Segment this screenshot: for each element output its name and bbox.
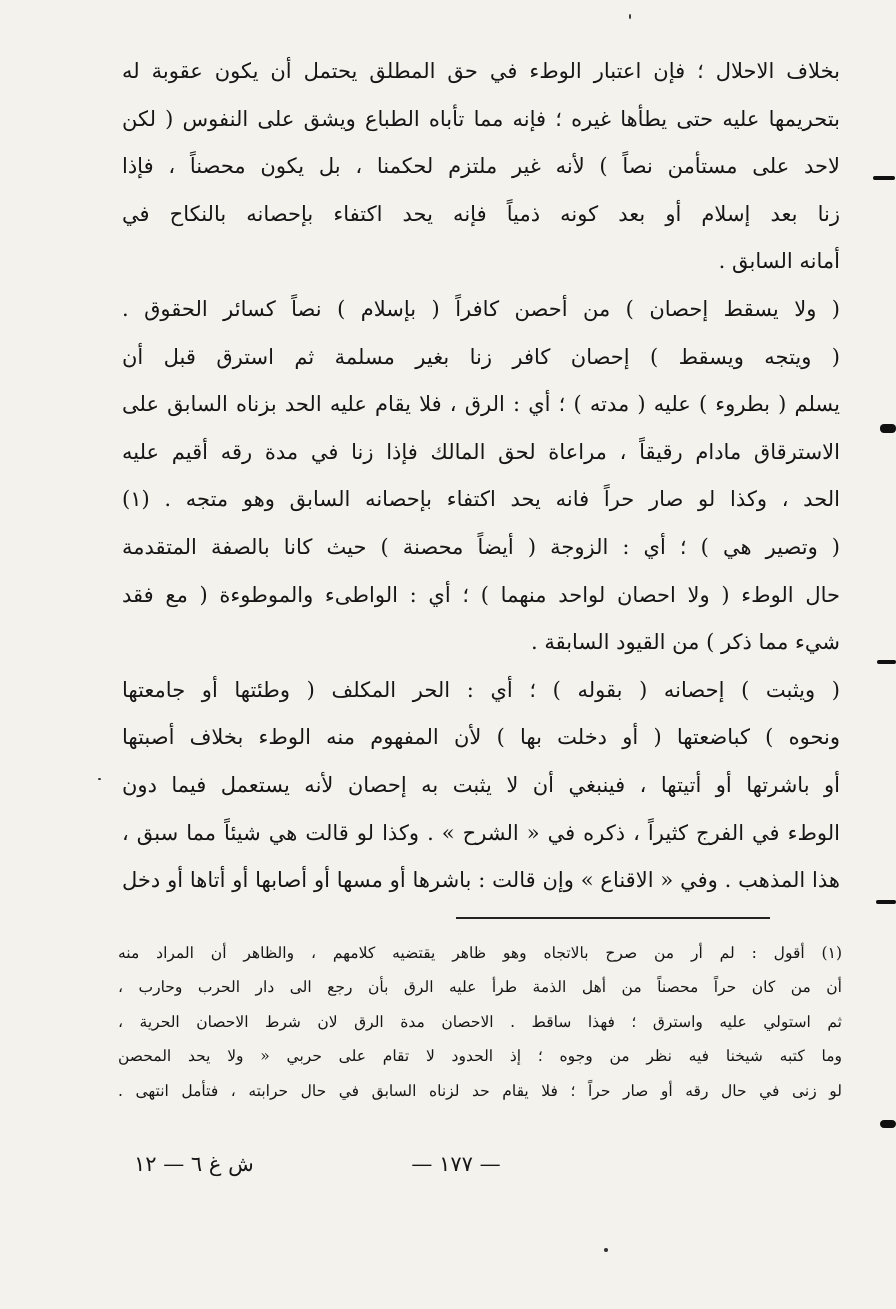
footnote-line: (١) أقول : لم أر من صرح بالاتجاه وهو ظاهر يقتضيه كلامهم ، والظاهر أن المراد منه <box>118 944 842 962</box>
text-line: ( ولا يسقط إحصان ) من أحصن كافراً ( بإسلام ) نصاً كسائر الحقوق . <box>122 296 840 321</box>
text-line: يسلم ( بطروء ) عليه ( مدته ) ؛ أي : الرق ، فلا يقام عليه الحد بزناه السابق على <box>122 392 840 417</box>
text-line: هذا المذهب . وفي « الاقناع » وإن قالت : باشرها أو مسها أو أصابها أو أتاها أو دخل <box>122 868 840 893</box>
text-line: شيء مما ذكر ) من القيود السابقة . <box>530 630 840 655</box>
footnotes-block <box>118 936 842 1108</box>
text-line: ( ويثبت ) إحصانه ( بقوله ) ؛ أي : الحر المكلف ( وطئتها أو جامعتها <box>122 677 840 702</box>
footnote-line: ثم استولي عليه واسترق ؛ فهذا ساقط . الاحصان مدة الرق لان شرط الاحصان الحرية ، <box>118 1012 842 1031</box>
text-line: لاحد على مستأمن نصاً ) لأنه غير ملتزم لحكمنا ، بل يكون محصناً ، فإذا <box>122 154 840 179</box>
main-text-block <box>122 48 840 905</box>
text-line: ( وتصير هي ) ؛ أي : الزوجة ( أيضاً محصنة ) حيث كانا بالصفة المتقدمة <box>122 534 840 559</box>
page-number: — ١٧٧ — <box>411 1152 501 1176</box>
footnote-separator <box>456 917 770 919</box>
margin-mark <box>880 1120 896 1128</box>
text-line: الوطء في الفرج كثيراً ، ذكره في « الشرح » . وكذا لو قالت هي شيئاً مما سبق ، <box>122 820 840 845</box>
text-line: أو باشرتها أو أتيتها ، فينبغي أن لا يثبت به إحصان لأنه يستعمل فيما دون <box>122 772 840 797</box>
print-speck <box>629 14 631 19</box>
margin-mark <box>873 176 895 180</box>
print-speck <box>604 1248 608 1252</box>
text-line: ( ويتجه ويسقط ) إحصان كافر زنا بغير مسلمة ثم استرق قبل أن <box>122 344 840 369</box>
text-line: ونحوه ) كباضعتها ( أو دخلت بها ) لأن المفهوم منه الوطء بخلاف أصبتها <box>122 725 840 750</box>
footnote-line: وما كتبه شيخنا فيه نظر من وجوه ؛ إذ الحدود لا تقام على حربي « ولا يحد المحصن <box>118 1047 842 1066</box>
print-speck <box>98 778 101 780</box>
text-line: الحد ، وكذا لو صار حراً فانه يحد اكتفاء بإحصانه السابق وهو متجه . (١) <box>122 487 840 512</box>
footnote-line: أن من كان حراً محصناً من أهل الذمة طرأ عليه الرق بأن رجع الى دار الحرب وحارب ، <box>118 978 842 997</box>
text-line: أمانه السابق . <box>718 249 840 274</box>
text-line: زنا بعد إسلام أو بعد كونه ذمياً فإنه يحد اكتفاء بإحصانه بالنكاح في <box>122 201 840 226</box>
text-line: الاسترقاق مادام رقيقاً ، مراعاة لحق المالك فإذا زنا في مدة رقه أقيم عليه <box>122 439 840 464</box>
text-line: بخلاف الاحلال ؛ فإن اعتبار الوطء في حق المطلق يحتمل أن يكون عقوبة له <box>122 59 840 83</box>
text-line: حال الوطء ( ولا احصان لواحد منهما ) ؛ أي : الواطىء والموطوءة ( مع فقد <box>122 582 840 607</box>
text-line: بتحريمها عليه حتى يطأها غيره ؛ فإنه مما تأباه الطباع ويشق على النفوس ( لكن <box>122 106 840 131</box>
margin-mark <box>880 424 896 433</box>
footnote-line: لو زنى في حال رقه أو صار حراً ؛ فلا يقام حد لزناه السابق في حال حرابته ، فتأمل انتهى . <box>118 1081 842 1100</box>
print-signature: ش غ ٦ — ١٢ <box>134 1152 254 1176</box>
margin-mark <box>877 660 896 664</box>
margin-mark <box>876 900 896 904</box>
